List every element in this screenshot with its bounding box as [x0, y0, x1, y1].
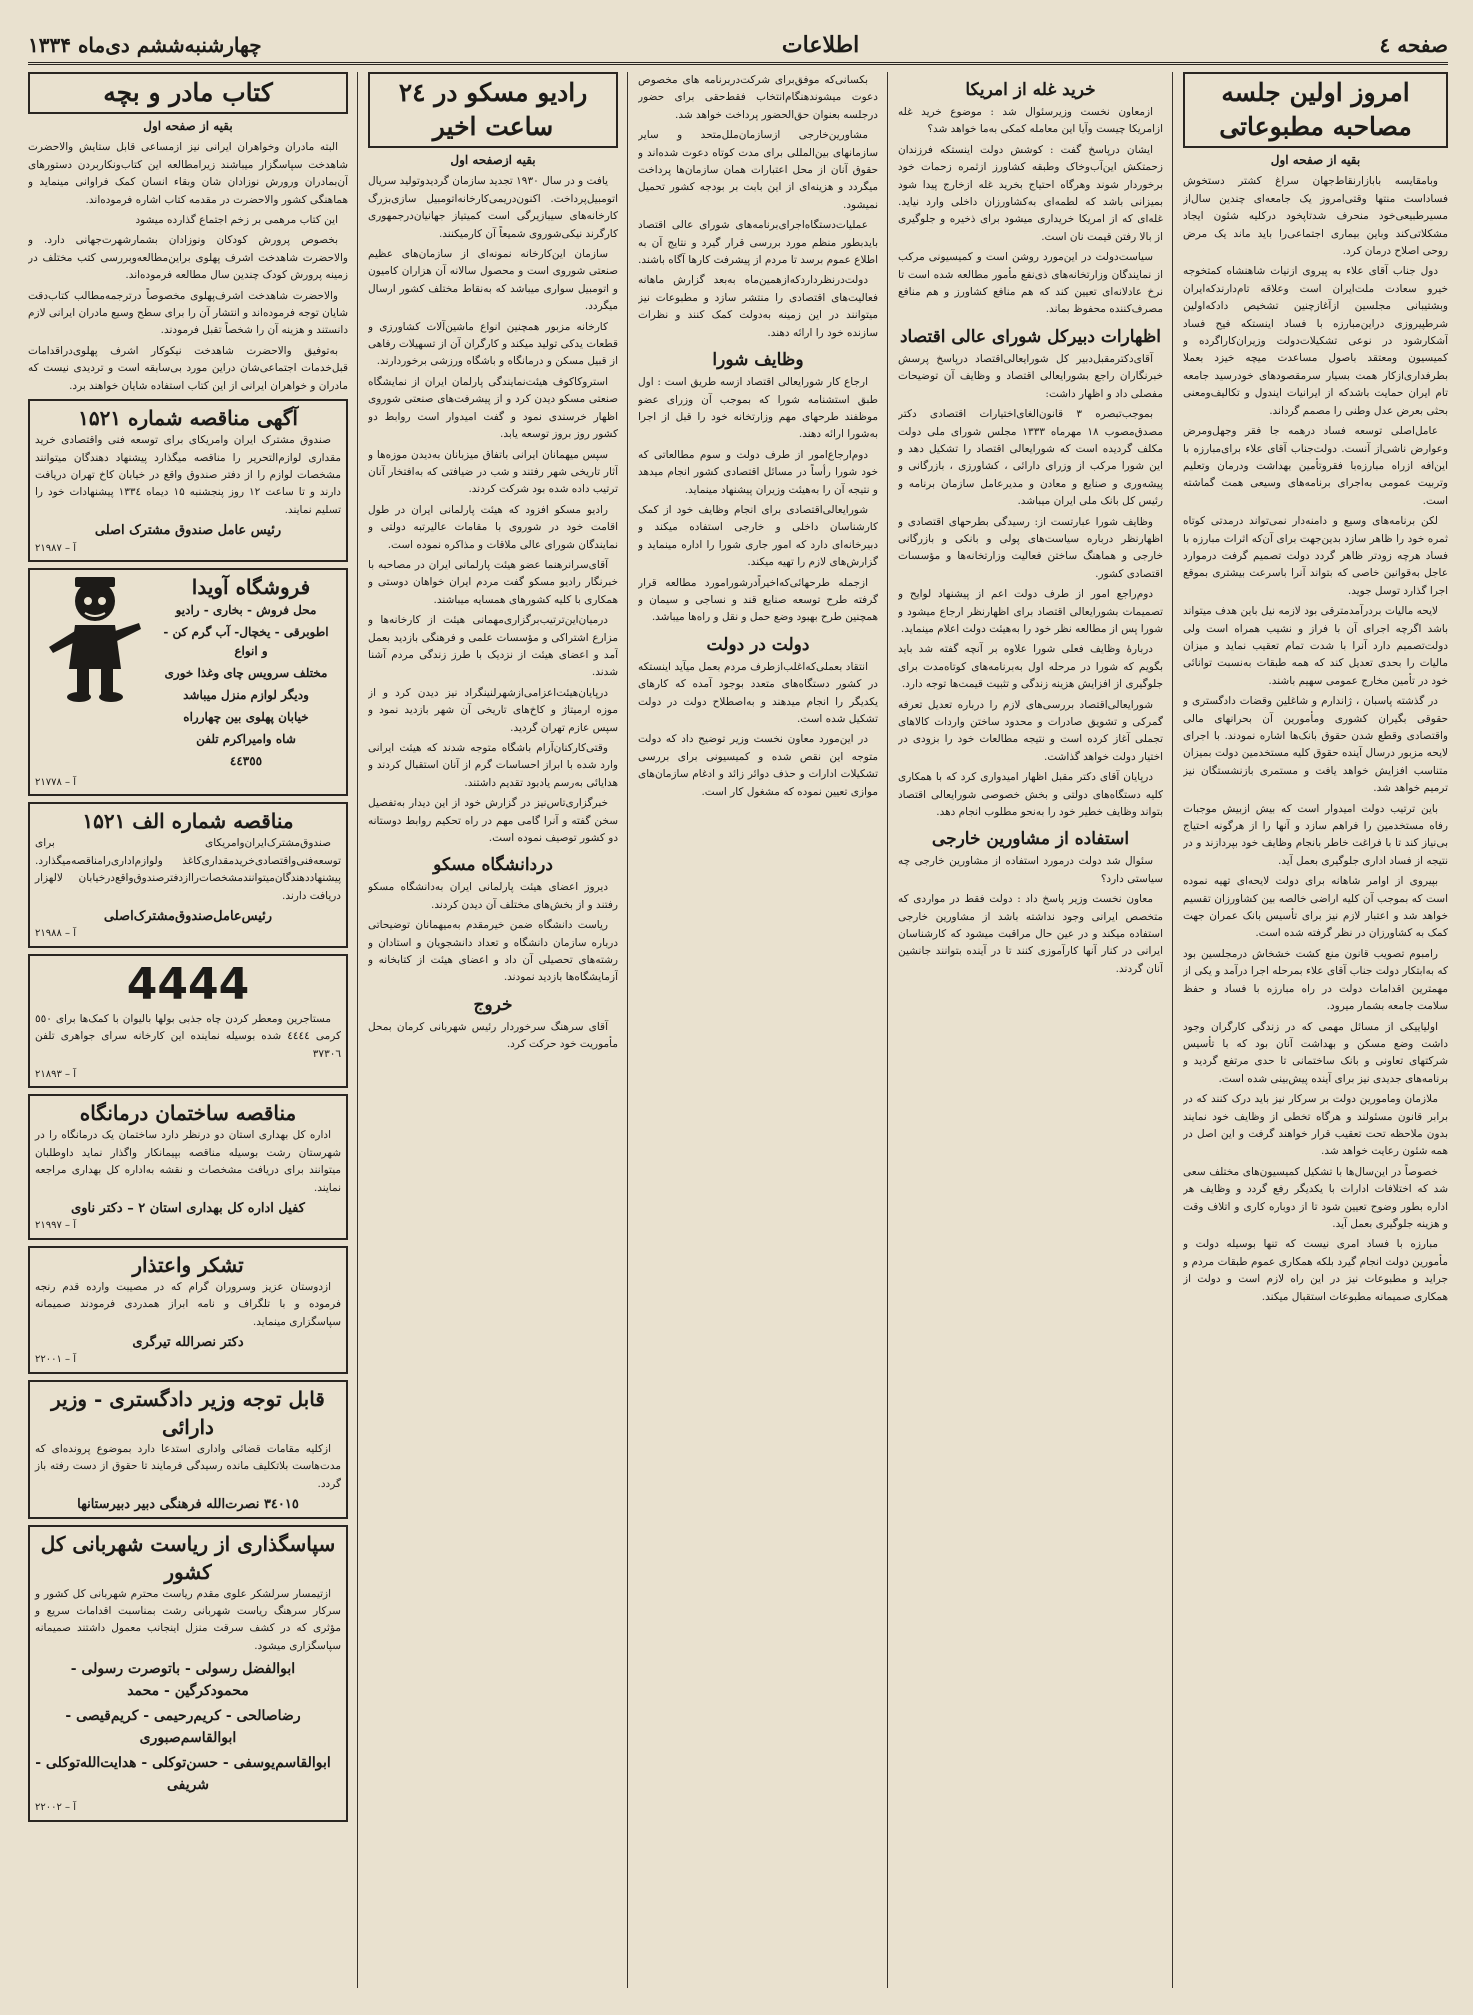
shop-lines: [161, 601, 341, 771]
section-heading: اظهارات دبیرکل شورای عالی اقتصاد: [899, 326, 1162, 347]
newspaper-page: [28, 28, 1448, 1988]
paragraph: لایحه مالیات بردرآمد‌مترقی بود لازمه نیل باین هدف میتواند باشد اگرچه اجرای آن با فراز و نشیب همراه است ولی دولت‌تصمیم دارد آنرا با شدت تمام تعقیب نماید و میزان مالیات را بحدی تعدیل کند که همه طبقات به‌نسبت توانائی خود در تأمین مخارج عمومی سهیم باشند.: [1183, 605, 1448, 687]
paragraph: خبرگزاری‌تاس‌نیز در گزارش خود از این دیدار به‌تفصیل سخن گفته و آنرا گامی مهم در راه تحکیم روابط دوستانه دو کشور توصیف نموده است.: [368, 797, 618, 845]
paragraph: ابوالقاسم‌یوسفی - حسن‌توکلی - هدایت‌الله‌توکلی - شریفی: [35, 1755, 331, 1794]
column-divider: [627, 72, 628, 1988]
column-5-continued: بقیه از صفحه اول: [143, 119, 233, 133]
ad-tender-1521: [28, 399, 348, 562]
paragraph: دول جناب آقای علاء به پیروی ازنیات شاهنشاه کمتخوجه خیرو سعادت ملت‌ایران است وعلاقه تام‌دارند‌که‌ایران وبشتیبانی مجلسین ازآغازچنین تشخیص داد‌که‌اولین شرطپیروزی دراین‌مبارزه با فساد اینستکه فیح فساد آشکارشود در نوعی تشکیلات‌دولت وزیران‌کاراگرده و کمیسیون ومعتقد باصول مساعدت میچه خیزد بعملا بطرفداری‌ازکار همت بسیار سرمقصود‌های خودرسید جامعه تام ایران حمایت باشدکه از ایرانیات ایندول و تکالیف‌ومعنی بحثی بعرض عدل وطنی را مصمم گرداند.: [1183, 265, 1448, 417]
column-4: [368, 72, 618, 1988]
ad-title: قابل توجه وزیر دادگستری - وزیر دارائی: [51, 1386, 325, 1439]
shop-layout: [35, 573, 341, 774]
ad-signature: رئیس عامل صندوق مشترک اصلی: [94, 523, 282, 539]
ad-code: آ – ٢٢٠٠١: [35, 1354, 76, 1366]
ad-title: مناقصه شماره الف ۱۵۲۱: [82, 809, 294, 834]
paragraph: در گذشته پاسبان ، ژاندارم و شاغلین وقضات دادگستری و حقوقی بگیران کشوری ومأمورین آن بحرانهای مالی واقتصادی وقطع شدن حقوق بانک‌ها اشاره نمودند. با اجرای لایحه مزبور درسال آینده حقوق کلیه مستخدمین دولت بمیزان متناسب افزایش خواهد یافت و مستمری بازنشستگان نیز ترمیم خواهد شد.: [1183, 695, 1448, 795]
paragraph: شاه وامیراکرم تلفن: [196, 731, 296, 746]
shop-text: [161, 573, 341, 774]
ad-body: صندوق مشترک ایران وامریکای برای توسعه فنی واقتصادی خرید مقداری لوازم‌التحریر را مناقصه میگذارد پیشنهاد دهندگان میتوانند مشخصات لوازم‌ را از دفتر صندوق واقع در خیابان کاخ تهران دریافت دارند و تا ساعت ۱۲ روز پنجشنبه ۱۵ دیماه ۱۳۳٤ پیشنهادات خود را تسلیم نمایند.: [35, 434, 341, 516]
column-5: [28, 72, 348, 1988]
ad-code: آ – ٢١٩٨٧: [35, 542, 76, 554]
paragraph: ارجاع کار شورایعالی اقتصاد ازسه طریق است : اول طبق استشنامه شورا که بموجب آن وزرای عضو موظفند طرحهای مهم وزارتخانه خود را قبل از اجرا به‌شورا ارائه دهند.: [638, 376, 878, 441]
ad-body: ازتیمسار سرلشکر علوی مقدم ریاست محترم شهربانی کل کشور و سرکار سرهنگ ریاست شهربانی رشت بمناسبت اقدامات سریع و مؤثری که در کشف سرقت منزل اینجانب معمول داشتند صمیمانه سپاسگزاری میشود.: [35, 1587, 341, 1652]
paragraph: ازمعاون نخست وزیرسئوال شد : موضوع خرید غله ازامریکا چیست وآیا این معامله کمکی به‌ما خواهد شد؟: [898, 106, 1163, 136]
ad-title: تشکر واعتذار: [132, 1252, 244, 1277]
ad-code: آ – ٢٢٠٠٢: [35, 1802, 76, 1814]
paragraph: انتقاد بعملی‌که‌اغلب‌از‌طرف مردم بعمل میآید اینستکه در کشور دستگاه‌های متعدد بوجود آمده که کارهای یکدیگر را انجام میدهند و به‌اصطلاح دولت در دولت تشکیل شده است.: [638, 660, 878, 725]
section-heading: خروج: [473, 994, 513, 1015]
column-1-continued: بقیه از صفحه اول: [1270, 153, 1361, 167]
ad-body: ازدوستان عزیز وسروران گرام‌ که در مصیبت وارده قدم رنجه فرموده و با تلگراف و نامه ابراز همدردی فرمودند صمیمانه سپاسگزاری مینماید.: [35, 1280, 341, 1328]
column-5-body: [28, 139, 348, 395]
page-number: صفحه ٤: [1379, 33, 1448, 57]
column-2: [898, 72, 1163, 1988]
ad-body: ازکلیه مقامات قضائی‌ واداری استدعا دارد بموضوع پرونده‌ای که مدت‌هاست بلاتکلیف مانده رسیدگی فرمایند تا حقوق از دست رفته باز گردد.: [35, 1442, 341, 1490]
paragraph: ابوالفضل رسولی - باتوصرت رسولی - محمود‌کرگین - محمد: [70, 1661, 296, 1700]
paragraph: آقای‌سرانرهنما عضو هیئت پارلمانی ایران در مصاحبه با خبرنگار رادیو مسکو گفت مردم ایران خواهان دوستی و همکاری با کلیه کشورهای همسایه میباشند.: [368, 558, 618, 606]
paragraph: محل فروش - بخاری - رادیو: [175, 602, 317, 617]
issue-date: چهارشنبه‌ششم دی‌ماه ۱۳۳۴: [28, 33, 262, 57]
paragraph: دیروز اعضای هیئت پارلمانی ایران به‌دانشگاه مسکو رفتند و از بخش‌های مختلف آن دیدن کردند.: [368, 881, 618, 911]
section-heading: خرید غله از امریکا: [965, 80, 1096, 100]
paragraph: رامبوم تصویب قانون منع کشت خشخاش درمجلسین بود که به‌ابتکار دولت جناب آقای علاء بمرحله اجرا درآمد و یکی از مهمترین اقدامات دولت در راه مبارزه با فساد و حفظ سلامت جامعه بشمار میرود.: [1183, 947, 1448, 1013]
column-divider: [887, 72, 888, 1988]
paragraph: اطو‌برقی - یخچال- آب گرم کن - و انواع: [163, 624, 329, 658]
ad-signature: کفیل اداره کل بهداری استان ۲ – دکتر ناوی: [71, 1201, 305, 1217]
paragraph: دربارهٔ وظایف فعلی شورا علاوه بر آنچه گفته شد باید بگویم که شورا در مرحله اول به‌برنامه‌های کوتاه‌مدت برای جلوگیری از افزایش هزینه زندگی و تثبیت قیمت‌ها توجه دارد.: [898, 643, 1163, 691]
paragraph: در این‌مورد معاون نخست وزیر توضیح داد که دولت متوجه این نقص شده و کمیسیونی برای بررسی تشکیلات ادارات و حذف دوائر زائد و ادغام سازمان‌های موازی تعیین نموده که مشغول کار است.: [638, 733, 878, 798]
ad-code: آ – ٢١٨٩٣: [35, 1069, 76, 1080]
section-heading: استفاده از مشاورین خارجی: [931, 829, 1130, 850]
paragraph: خیابان پهلوی بین چهارراه: [183, 709, 309, 724]
paragraph: وقتی‌کارکنان‌آرام باشگاه متوجه شدند که هیئت ایرانی وارد شده با ابراز احساسات گرم از آنان استقبال کردند و هدایائی به‌رسم یادبود تقدیم داشتند.: [368, 742, 618, 789]
section-heading: دولت در دولت: [706, 634, 810, 655]
ad-body: مستاجرین ومعطر کردن چاه جذبی بولها بالیوان با کمک‌ها برای ٥٥٠ کرمی ٤٤٤٤ شده بوسیله نماینده این کارخانه سرای جواهری تلفن ٣٧٣٠٦: [35, 1012, 341, 1060]
column-5-headline: کتاب مادر و بچه: [28, 72, 348, 114]
paragraph: مبارزه با فساد امری نیست که تنها بوسیله دولت و مأمورین دولت انجام گیرد بلکه همکاری عموم طبقات مردم و جراید و مطبوعات نیز در این راه لازم است و دولت از همکاری صمیمانه مطبوعات استقبال میکند.: [1183, 1238, 1448, 1303]
ad-thanks: [28, 1246, 348, 1374]
paragraph: مختلف سرویس چای وغذا خوری: [164, 665, 328, 680]
ad-body: اداره کل بهداری استان دو درنظر دارد ساختمان یک درمانگاه را در شهرستان رشت بوسیله مناقصه بپیمانکار واگذار نماید داوطلبان میتوانند برای دریافت مشخصات و نقشه به‌اداره کل بهداری مراجعه نمایند.: [35, 1129, 341, 1194]
paragraph: رضا‌صالحی - کریم‌رحیمی - کریم‌قیصی - ابوالقاسم‌صبوری: [65, 1708, 301, 1747]
paragraph: والاحضرت شاهدخت اشرف‌پهلوی مخصوصاً درترجمه‌مطالب کتاب‌دقت شایان‌ توجه‌ فرموده‌اند و انتشار آن را برای سطح وسیع مادران‌ ایرانی لازم دانستند و هزینه آن را شخصاً تقبل فرمودند.: [28, 289, 348, 337]
paragraph: بموجب‌تبصره ۳ قانون‌الغای‌اختیارات اقتصادی دکتر مصدق‌مصوب ۱۸ مهرماه ۱۳۳۳ مجلس شورای ملی دولت مکلف گردیده است که شورایعالی اقتصاد را تشکیل دهد و این شورا مرکب از وزرای دارائی ، کشاورزی ، بازرگانی و پیشه‌وری و صنایع و معادن و مدیرعامل سازمان برنامه و رئیس کل بانک ملی ایران میباشد.: [898, 408, 1163, 508]
column-1: [1183, 72, 1448, 1988]
paragraph: ریاست دانشگاه ضمن خیرمقدم به‌میهمانان توضیحاتی درباره سازمان دانشگاه و تعداد دانشجویان و استادان و رشته‌های تحصیلی آن داد و اعضای هیئت از کتابخانه و آزمایشگاه‌ها بازدید نمودند.: [368, 919, 618, 984]
column-divider: [357, 72, 358, 1988]
ad-signature: دکتر نصرالله تیرگری: [132, 1335, 244, 1351]
ad-shop-avida: [28, 568, 348, 796]
paragraph: ودیگر لوازم منزل میباشد: [183, 687, 309, 702]
signers-list: [35, 1658, 341, 1796]
column-4-headline: رادیو مسکو در ٢٤ ساعت اخیر: [368, 72, 618, 148]
paragraph: لکن برنامه‌های وسیع و دامنه‌دار نمی‌تواند درمدتی کوتاه ثمره خود را ظاهر سازد بدین‌جهت برای آن‌که اثرات مبارزه با فساد هرچه زودتر ظاهر گردد دولت تصمیم گرفت درموارد عاجل به‌قوانین خاصی که بتواند آنرا باسرعت بیشتری بموقع اجرا گذارد توسل جوید.: [1183, 515, 1448, 597]
paragraph: شورایعالی‌اقتصاد بررسی‌های لازم را درباره تعدیل تعرفه گمرکی و تشویق صادرات و محدود ساختن واردات کالاهای تجملی آغاز کرده است و نتیجه مطالعات خود را بزودی در اختیار دولت خواهد گذاشت.: [898, 698, 1163, 763]
paragraph: آقای‌دکترمقبل‌دبیر کل شورایعالی‌اقتصاد درپاسخ پرسش خبرنگاران راجع بشورایعالی اقتصاد و وظایف آن توضیحات مفصلی داد و اظهار داشت:: [898, 352, 1163, 400]
column-1-headline: امروز اولین جلسه مصاحبه مطبوعاتی: [1183, 72, 1448, 148]
paragraph: سپس میهمانان ایرانی باتفاق میزبانان به‌دیدن موزه‌ها و آثار تاریخی شهر رفتند و شب در ضیافتی که به‌افتخار آنان ترتیب داده شده بود شرکت کردند.: [368, 448, 618, 496]
ad-code: آ – ٢١٧٧٨: [35, 776, 76, 788]
paragraph: سیاست‌دولت در این‌مورد روشن است و کمیسیونی مرکب از نمایندگان وزارتخانه‌های ذی‌نفع مأمور مطالعه شده است تا نرخ عادلانه‌ای تعیین کند که هم منافع کشاورز و هم منافع مصرف‌کننده محفوظ بماند.: [898, 251, 1163, 316]
paragraph: بپیروی از اوامر شاهانه برای دولت لایحه‌ای تهیه نموده است که بموجب آن کلیه اراضی خالصه بین کشاورزان تقسیم خواهد شد و اعتبار لازم نیز برای تأسیس بانک عمران جهت کمک به کشاورزان در نظر گرفته شده است.: [1183, 875, 1448, 940]
paragraph: ایشان درپاسخ گفت : کوشش دولت اینستکه فرزندان زحمتکش این‌آب‌وخاک وطبقه کشاورز ازثمره زحمات خود برخوردار شوند وهرگاه احتیاج بخرید غله ازخارج پیدا شود بمیزانی باشد که لطمه‌ای به‌کشاورزان داخلی وارد نیاید. غله‌ای که از امریکا خریداری میشود برای ذخیره و جلوگیری از بالا رفتن قیمت نان است.: [898, 143, 1163, 243]
column-1-body: [1183, 173, 1448, 1306]
section-heading: دردانشگاه مسکو: [433, 855, 553, 876]
paragraph: درپایان آقای دکتر مقبل اظهار امیدواری کرد که با همکاری کلیه دستگاه‌های دولتی و بخش خصوصی شورایعالی اقتصاد بتواند وظایف خطیر خود را به‌نحو مطلوب انجام دهد.: [898, 771, 1163, 819]
paragraph: خصوصاً در این‌سال‌ها با تشکیل کمیسیون‌های مختلف سعی شد که اختلافات ادارات با یکدیگر رفع گردد و وظایف هر اداره بطور وضوح تعیین شود تا از دوباره کاری و اتلاف وقت و هزینه جلوگیری بعمل آید.: [1183, 1165, 1448, 1230]
column-4-continued: بقیه ازصفحه اول: [450, 153, 536, 167]
paragraph: آقای سرهنگ سرخوردار رئیس شهربانی کرمان بمحل مأموریت خود حرکت کرد.: [368, 1020, 618, 1051]
ad-4444: [28, 954, 348, 1089]
paragraph: ازجمله طرحهائی‌که‌اخیراً‌درشورا‌مورد مطالعه قرار گرفته طرح توسعه صنایع قند و نساجی و سیمان و همچنین طرح بهبود وضع حمل و نقل و راه‌ها میباشد.: [638, 576, 878, 624]
paragraph: درپایان‌هیئت‌اعزامی‌از‌شهرلنینگراد نیز دیدن کرد و از موزه ارمیتاژ و کاخ‌های تاریخی آن شهر بازدید نمود و سپس عازم تهران گردید.: [368, 686, 618, 734]
paragraph: اولیاییکی از مسائل مهمی که در زندگی کارگران وجود داشت وضع مسکن و بهداشت آنان بود که با تأسیس شرکتهای تعاونی و بانک ساختمانی تا حدی مرتفع گردید و برنامه‌های جدیدی نیز برای آینده پیش‌بینی شده است.: [1183, 1020, 1448, 1085]
paragraph: مشاورین‌خارجی ازسازمان‌ملل‌متحد و سایر سازمانهای بین‌المللی برای مدت کوتاه دعوت شده‌اند و حقوق آنان از محل اعتبارات همان سازمان‌ها پرداخت میگردد و هزینه‌ای از این بابت بر بودجه کشور تحمیل نمیشود.: [638, 129, 878, 211]
paragraph: بخصوص پرورش کودکان ونوزادان بشمارشهرت‌جهانی دارد. و والاحضرت شاهدخت اشرف پهلوی براین‌مطالعه‌وبررسی کتب مختلف‌ در زمینه پرورش کودک چندین سال مطالعه فرموده‌اند.: [28, 234, 348, 282]
paragraph: دولت‌درنظر‌دارد‌که‌ازهمین‌ماه به‌بعد گزارش ماهانه فعالیت‌های اقتصادی را منتشر سازد و مطبوعات نیز میتوانند در این زمینه به‌دولت کمک کنند و نظرات سازنده خود را ارائه دهند.: [638, 274, 878, 339]
paragraph: درمیان‌این‌ترتیب‌برگزاری‌مهمانی هیئت از کارخانه‌ها و مزارع اشتراکی و مؤسسات علمی و فرهنگی بازدید بعمل آمد و اعضای هیئت از نزدیک با طرز زندگی مردم آشنا شدند.: [368, 614, 618, 679]
paragraph: البته مادران وخواهران ایرانی نیز ازمساعی قابل ستایش والاحضرت شاهدخت سپاسگزار میباشند زیرامطالعه این کتاب‌ونکاربردن دستورهای آن‌بمادران‌ ورورش نوزادان شان وبقاء انسان کمک فراوانی مینماید و هماهنگی کشور والاحضرت در مقدمه کتاب اشاره فرموده‌اند.: [28, 141, 348, 206]
paragraph: بکسانی‌که موفق‌برای شرکت‌دربرنامه های مخصوص دعوت میشوند‌هنگام‌انتخاب فقط‌حقی برای حضور درجلسه بعنوان حق‌الحضور پرداخت خواهد شد.: [638, 74, 878, 121]
ad-code: آ – ٢١٩٨٨: [35, 928, 76, 940]
ad-title: 4444: [126, 958, 250, 1010]
paragraph: عملیات‌دستگاه‌اجرای‌برنامه‌های شورای عالی اقتصاد بایدبطور منظم مورد بررسی قرار گیرد و نتایج آن به اطلاع عموم برسد تا مردم از پیشرفت کارها آگاه باشند.: [638, 219, 878, 267]
ad-title: مناقصه ساختمان درمانگاه: [79, 1101, 297, 1126]
ad-signature: رئیس‌عامل‌صندوق‌مشترک‌اصلی: [103, 908, 273, 924]
column-3: [638, 72, 878, 1988]
paragraph: کارخانه مزبور همچنین انواع ماشین‌آلات کشاورزی و قطعات یدکی تولید میکند و کارگران آن از تسهیلات رفاهی از قبیل مسکن و درمانگاه و باشگاه ورزشی برخوردارند.: [368, 320, 618, 368]
column-2-body: [898, 78, 1163, 978]
paragraph: باین ترتیب دولت امیدوار است که بیش ازبیش موجبات رفاه مستخدمین را فراهم سازد و آنها را از هرگونه احتیاج بی‌نیاز کند تا با فراغت خاطر بانجام وظایف خود بپردازند و در نتیجه از فساد اداری جلوگیری بعمل آید.: [1183, 802, 1448, 867]
ad-minister-notice: [28, 1380, 348, 1519]
ad-title: سپاسگذاری از ریاست شهربانی کل کشور: [40, 1531, 336, 1584]
paragraph: معاون نخست وزیر پاسخ داد : دولت فقط در مواردی که متخصص ایرانی وجود نداشته باشد از مشاورین خارجی استفاده میکند و در عین حال مراقبت میشود که کارشناسان ایرانی در کنار آنها کارآموزی کنند تا در آینده بتوانند جانشین آنان گردند.: [898, 893, 1163, 975]
paragraph: سئوال شد دولت درمورد استفاده از مشاورین خارجی چه سیاستی دارد؟: [898, 855, 1163, 885]
ad-body: صندوق‌مشترک‌ایران‌وامریکای برای توسعه‌فنی‌واقتصادی‌خرید‌مقداری‌کاغذ ولوازم‌اداری‌را‌مناقصه‌میگذارد‌. پیشنهاد‌دهندگان‌میتوانند‌مشخصات‌را‌از‌دفتر‌صندوق‌واقع‌در‌خیابان‌ لالهزار دریافت دارند.: [35, 837, 341, 902]
paragraph: دوم‌راجع امور از طرف دولت اعم از پیشنهاد لوایح و تصمیمات بشورایعالی اقتصاد برای اظهارنظر ارجاع میشود و شورا پس از مطالعه نظر خود را به‌هیئت دولت اعلام مینماید.: [898, 588, 1163, 635]
ad-police-thanks: [28, 1525, 348, 1822]
ad-code: آ – ٢١٩٩٧: [35, 1220, 76, 1232]
paragraph: ٤٤٣٥٥: [229, 753, 263, 768]
paragraph: این کتاب مرهمی بر زخم اجتماع گذارده میشود: [135, 214, 338, 227]
paper-name: اطلاعات: [781, 32, 860, 58]
ad-tender-1521a: [28, 802, 348, 947]
paragraph: شورایعالی‌اقتصادی برای انجام وظایف خود از کمک کارشناسان داخلی و خارجی استفاده میکند و دبیرخانه‌ای دارد که امور جاری شورا را اداره مینماید و گزارش‌های لازم را تهیه میکند.: [638, 503, 878, 569]
column-4-body: [368, 173, 618, 847]
ad-signature: ٣٤٠١٥ نصرت‌الله فرهنگی دبیر دبیرستانها: [77, 1497, 299, 1513]
shop-title: فروشگاه آویدا: [191, 574, 311, 599]
column-4-sections: [368, 853, 618, 1053]
section-heading: وظایف شورا: [712, 350, 804, 371]
ad-clinic-tender: [28, 1094, 348, 1239]
column-3-body: [638, 72, 878, 342]
paragraph: عامل‌اصلی توسعه فساد درهمه جا فقر وجهل‌ومرض وعوارض ناشی‌از آنست. دولت‌جناب آقای علاء برای‌مبارزه با این‌افه ازراه مبارزه‌با فقروتأمین بهداشت ودرمان وتعلیم وتربیت عمومی به‌اجرای برنامه‌های وسیعی همت گماشته است.: [1183, 425, 1448, 507]
column-3-sections: [638, 348, 878, 801]
paragraph: وظایف شورا عبارتست از: رسیدگی بطرحهای اقتصادی و اظهارنظر درباره سیاست‌های پولی و بانکی و بازرگانی خارجی و هماهنگ ساختن فعالیت وزارتخانه‌ها و مؤسسات اقتصادی کشور.: [898, 515, 1163, 580]
column-divider: [1172, 72, 1173, 1988]
paragraph: سازمان این‌کارخانه نمونه‌ای از سازمان‌های عظیم صنعتی شوروی است و محصول سالانه آن هزاران کامیون و اتومبیل سواری میباشد که به‌نقاط مختلف کشور ارسال میگردد.: [368, 248, 618, 313]
masthead: [28, 28, 1448, 65]
paragraph: وبامقایسه بابازارنقاط‌جهان سراغ کشتر دستخوش فساداست منتها وقتی‌امروز یک جامعه‌ای چندین سال‌از مسیرطبیعی‌خود منحرف شدتاپخود درکلیه شئون ایجاد مشکلاتی‌کند وباین بیماری اجتماعی‌را باید ماند یک مرض روحی اصلاح درمان کرد.: [1183, 175, 1448, 258]
paragraph: استروکاکوف هیئت‌نمایندگی پارلمان ایران از نمایشگاه صنعتی مسکو دیدن کرد و از پیشرفت‌های صنعتی شوروی اظهار خرسندی نمود و گفت امیدوار است روابط دو کشور روز بروز توسعه یابد.: [368, 375, 618, 441]
paragraph: رادیو مسکو افزود که هیئت پارلمانی ایران در طول اقامت خود در شوروی با مقامات عالیرتبه دولتی و نمایندگان شورای عالی ملاقات و مذاکره نموده است.: [368, 503, 618, 551]
paragraph: ملازمان ومامورین دولت بر سرکار نیز باید درک کنند که در برابر قانون مسئولند و هرگاه تخطی از وظایف خود نمایند بدون ملاحظه تحت تعقیب قرار خواهند گرفت و این اصل در همه شئون رعایت خواهد شد.: [1183, 1093, 1448, 1158]
paragraph: یافت و در سال ۱۹۳۰ تجدید سازمان گردیدوتولید سریال اتومبیل‌پرداخت. اکنون‌دریمی‌کارخانه‌اتومبیل سازی‌بزرگ کارخانه‌های سیبازیرگی است کمیتیاز جهانیان‌درجمهوری کارگرند نیکی‌شوروی شمیعاً آن کارمیکنند.: [368, 175, 618, 240]
paragraph: دوم‌ارجاع‌امور از طرف دولت و سوم مطالعاتی که خود شورا رأساً در مسائل اقتصادی کشور انجام میدهد و نتیجه آن را به‌هیئت وزیران پیشنهاد مینماید.: [638, 448, 878, 496]
paragraph: به‌توفیق والاحضرت شاهدخت‌ نیکوکار اشرف‌ پهلوی‌دراقدامات قبل‌خدمات اجتماعی‌شان‌ دراین مورد بی‌سابقه است و تردیدی نیست که مادران و خواهران ایرانی از این کتاب استفاده شایان خواهند برد.: [28, 344, 348, 392]
mascot-illustration: [35, 573, 155, 703]
ad-title: آگهی مناقصه شماره ۱۵۲۱: [78, 406, 298, 431]
